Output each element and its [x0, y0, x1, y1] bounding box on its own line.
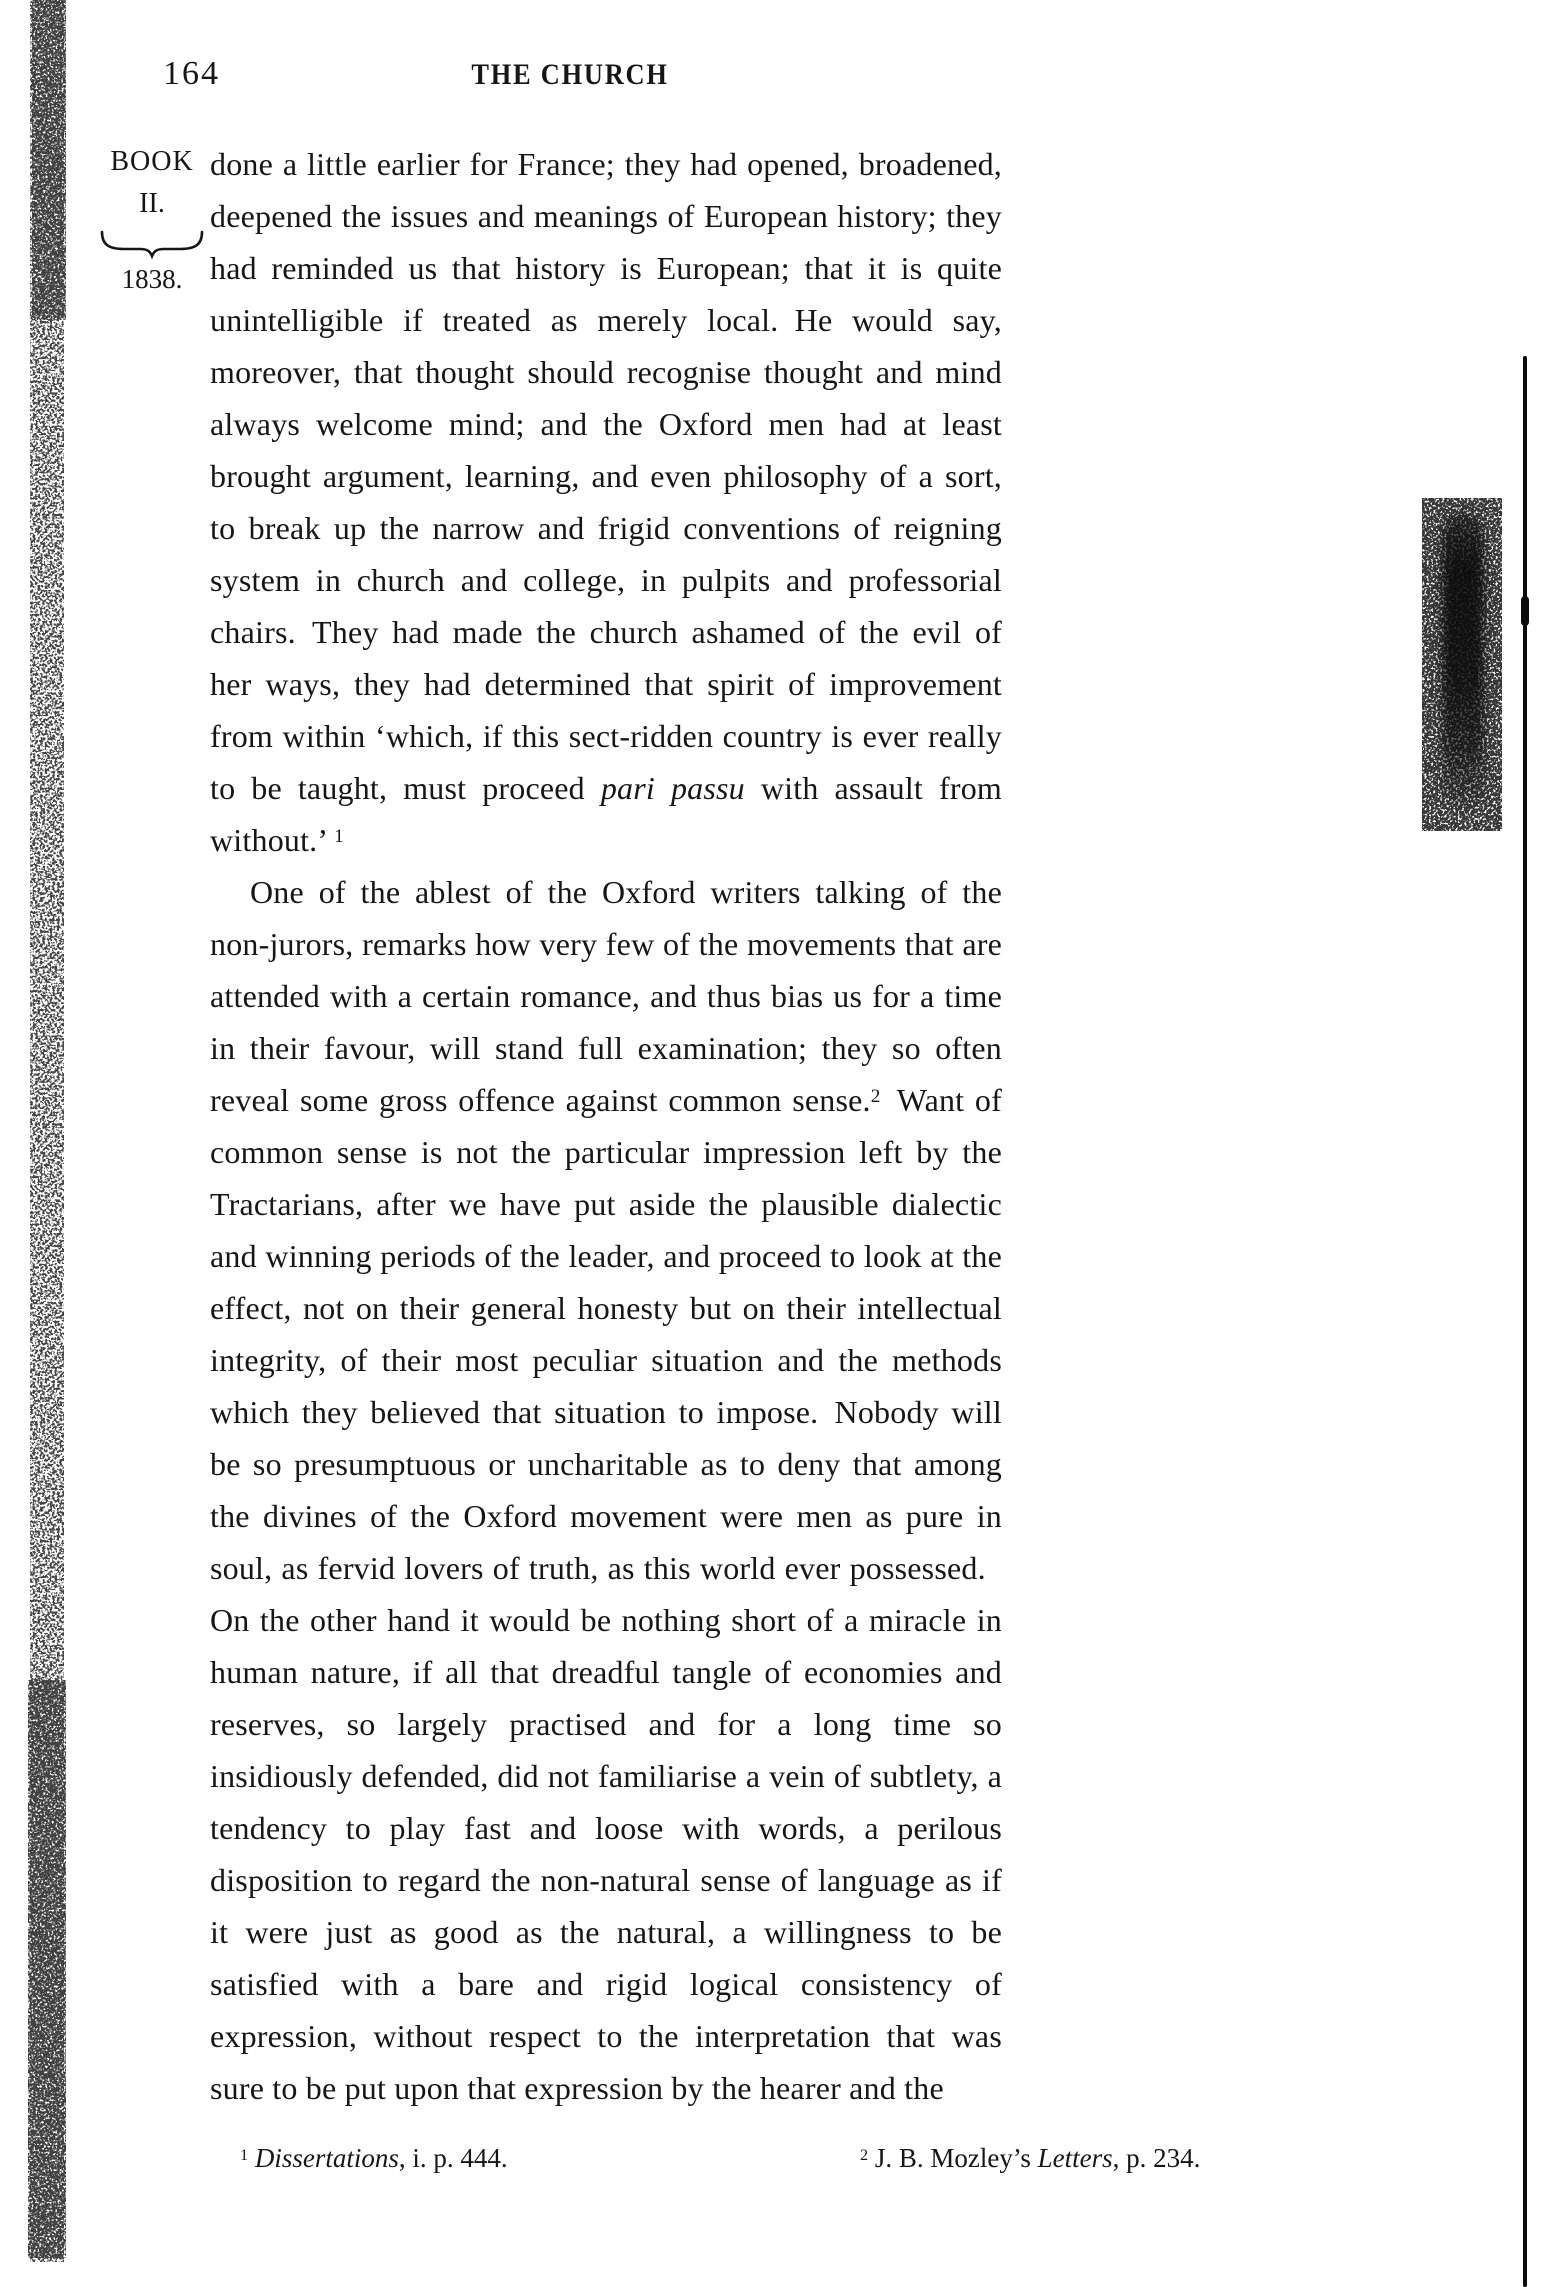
book-label: BOOK: [110, 146, 194, 177]
margin-note: [96, 148, 208, 293]
running-title: THE CHURCH: [471, 58, 669, 91]
paragraph-2: One of the ablest of the Oxford writers talking of the non-jurors, remarks how very few of the movements that are attended with a certain romance, and thus bias us for a time in their favour, will stand full examination; they so often reveal some gross offence against common sense.$^2$ Want of common sense is not the particular impression left by the Tractarians, after we have put aside the plausible dialectic and winning periods of the leader, and proceed to look at the effect, not on their general honesty but on their intellectual integrity, of their most peculiar situation and the methods which they believed that situation to impose. Nobody will be so presumptuous or uncharitable as to deny that among the divines of the Oxford movement were men as pure in soul, as fervid lovers of truth, as this world ever possessed. On the other hand it would be nothing short of a miracle in human nature, if all that dreadful tangle of economies and reserves, so largely practised and for a long time so insidiously defended, did not familiarise a vein of subtlety, a tendency to play fast and loose with words, a perilous disposition to regard the non-natural sense of language as if it were just as good as the natural, a willingness to be satisfied with a bare and rigid logical consistency of expression, without respect to the interpretation that was sure to be put upon that expression by the hearer and the: [210, 874, 1002, 2106]
scan-noise-left-edge: [26, 0, 68, 2262]
page-edge-line: [1523, 356, 1527, 2287]
year-label: 1838.: [121, 264, 183, 294]
ink-smudge-core: [1442, 514, 1484, 809]
paragraph-1: done a little earlier for France; they had opened, broadened, deepened the issues and meanings of European history; they had reminded us that history is European; that it is quite unintelligible if treated as merely local. He would say, moreover, that thought should recognise thought and mind always welcome mind; and the Oxford men had at least brought argument, learning, and even philosophy of a sort, to break up the narrow and frigid conventions of reigning system in church and college, in pulpits and professorial chairs. They had made the church ashamed of the evil of her ways, they had determined that spirit of improvement from within ‘which, if this sect-ridden country is ever really to be taught, must proceed pari passu with assault from without.’ $^1$: [210, 146, 1003, 858]
footnote-1: $^1$ Dissertations, i. p. 444.: [240, 2143, 508, 2173]
footnote-2: $^2$ J. B. Mozley’s Letters, p. 234.: [860, 2143, 1201, 2173]
page-number: 164: [163, 55, 220, 92]
book-numeral: II.: [139, 188, 165, 219]
body-text: [210, 138, 1002, 2114]
ink-smudge: [1416, 492, 1506, 837]
curly-brace-icon: [100, 228, 204, 260]
